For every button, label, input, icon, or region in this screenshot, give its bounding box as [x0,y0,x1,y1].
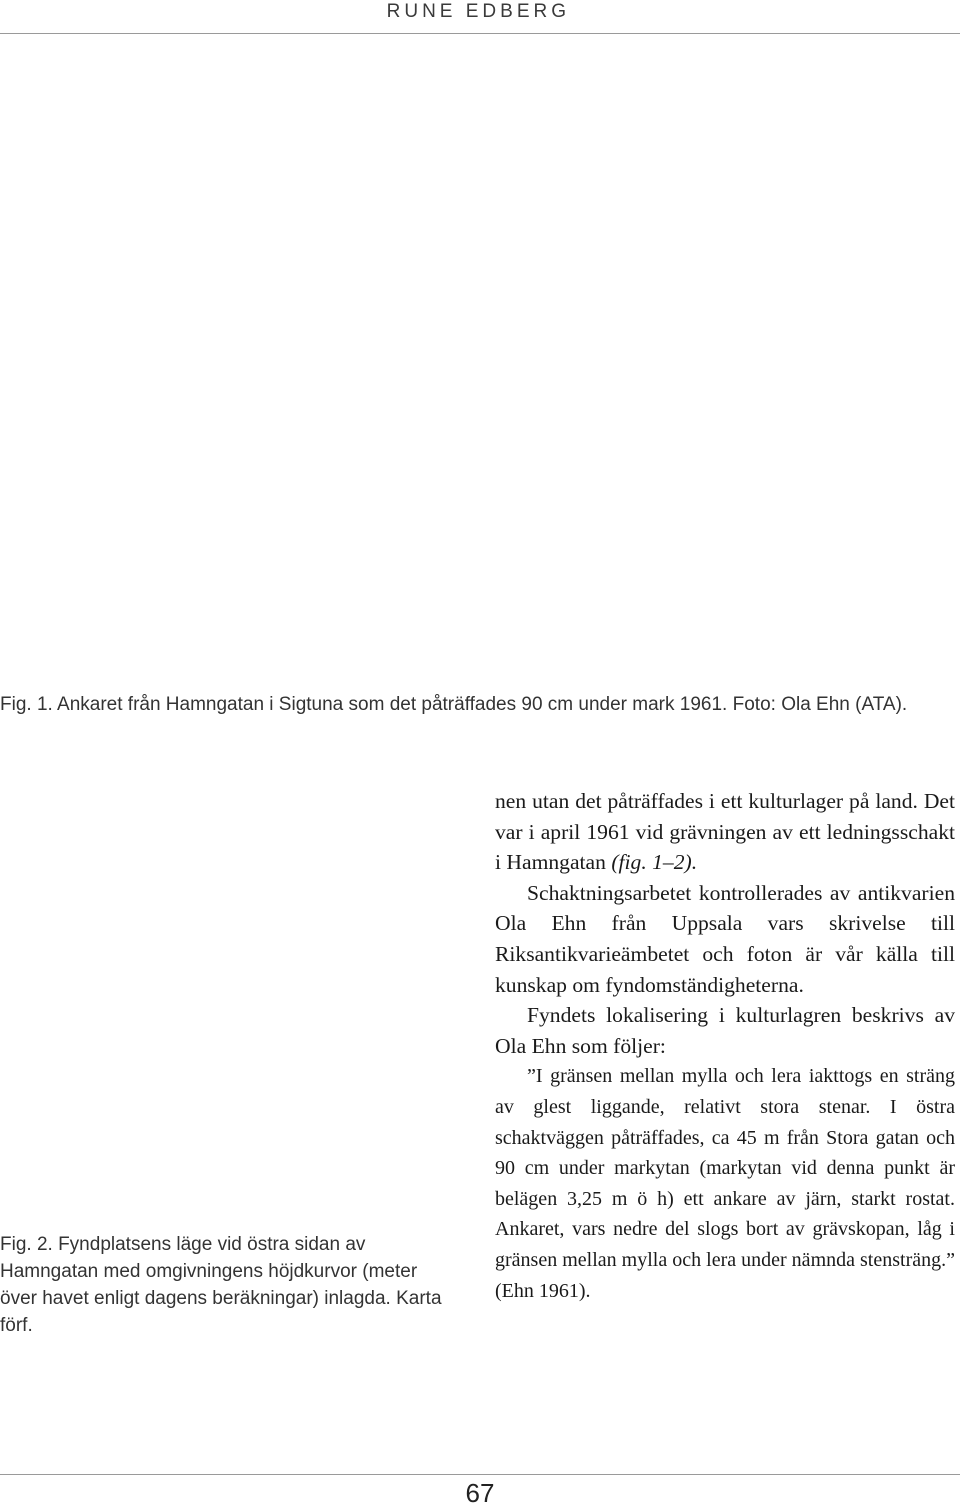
figure-2-caption: Fig. 2. Fyndplatsens läge vid östra sidan av Hamngatan med omgivningens höjdkurvor (meter över havet enligt dagens beräkningar) inlagda. Karta förf. [0,1234,442,1336]
body-paragraph-2: Schaktningsarbetet kontrollerades av antikvarien Ola Ehn från Uppsala vars skrivelse till Riksantikvarieämbetet och foton är vår källa till kunskap om fyndomständigheterna. [495,880,955,997]
figure-1-caption: Fig. 1. Ankaret från Hamngatan i Sigtuna som det påträffades 90 cm under mark 1961. Foto: Ola Ehn (ATA). [0,694,908,715]
header-rule [0,33,960,34]
footer-rule [0,1474,960,1475]
block-quote: ”I gränsen mellan mylla och lera iakttogs en sträng av glest liggande, relativt stora stenar. I östra schaktväggen påträffades, ca 45 m från Stora gatan och 90 cm under markytan (markytan vid denna punkt är belägen 3,25 m ö h) ett ankare av järn, starkt rostat. Ankaret, vars nedre del slogs bort av grävskopan, låg i gränsen mellan mylla och lera under nämnda stensträng.” (Ehn 1961). [495,1065,955,1302]
body-paragraph-1-text: nen utan det påträffades i ett kulturlager på land. Det var i april 1961 vid grävningen av ett ledningsschakt i Hamngatan [495,789,955,875]
running-head: RUNE EDBERG [386,1,570,22]
body-paragraph-1 [495,786,955,878]
page-number: 67 [465,1478,495,1508]
body-text-column [495,786,955,1306]
figure-reference: (fig. 1–2). [611,850,698,875]
body-paragraph-3: Fyndets lokalisering i kulturlagren beskrivs av Ola Ehn som följer: [495,1003,955,1058]
